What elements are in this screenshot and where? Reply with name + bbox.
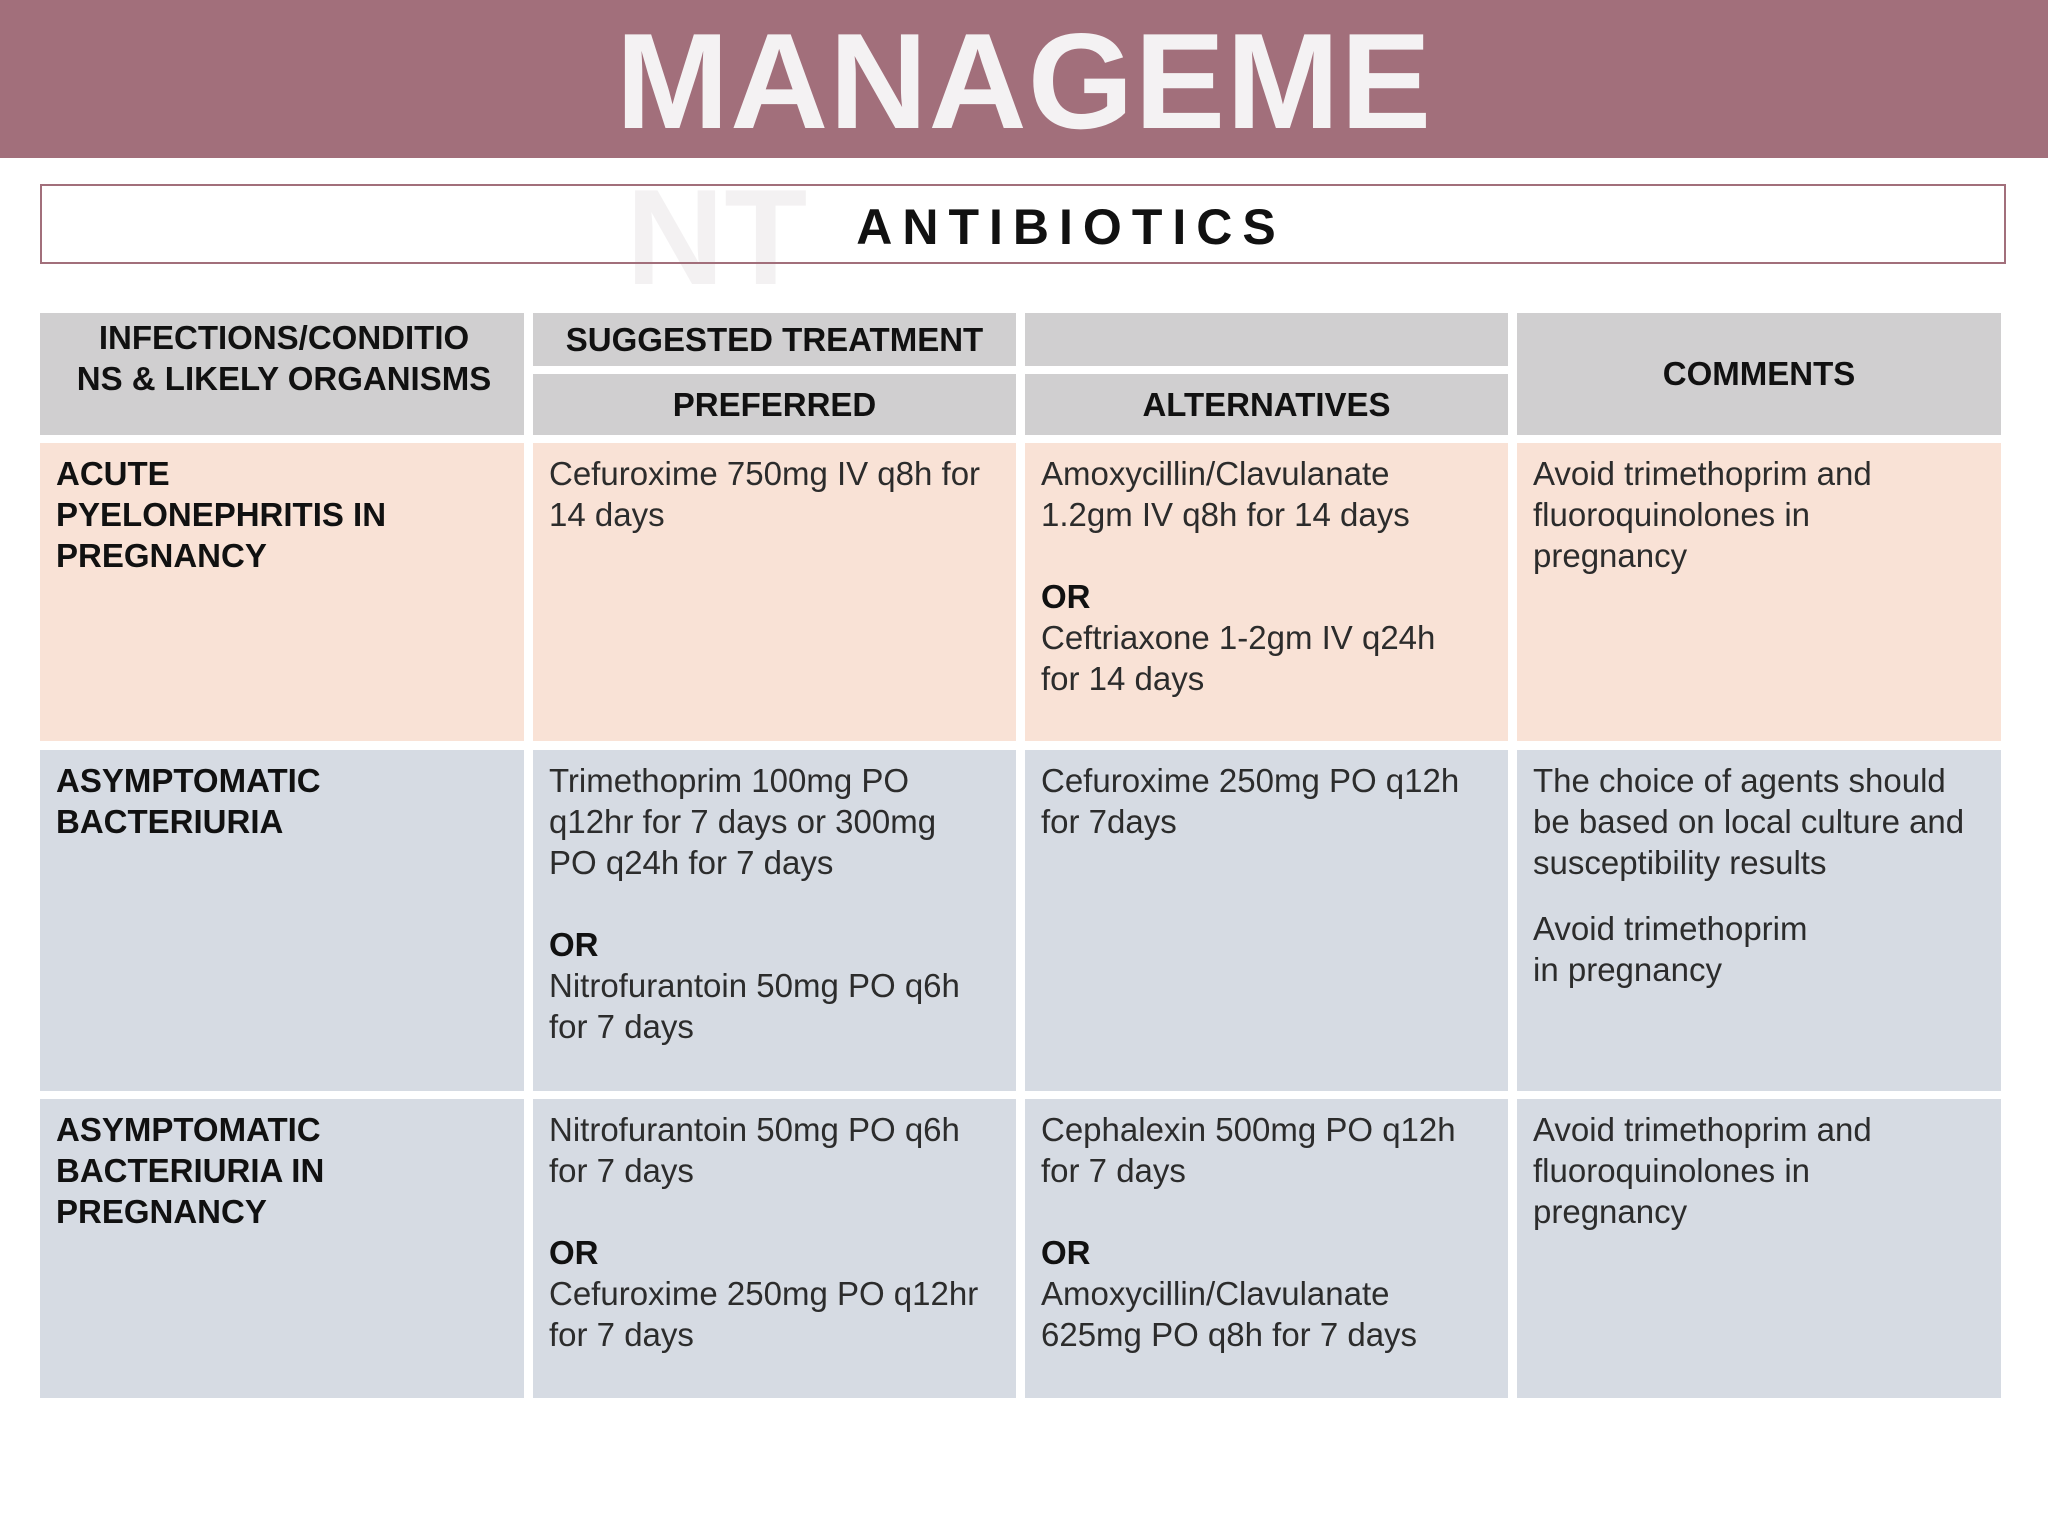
table-row-1-comments xyxy=(1517,443,2001,741)
table-row-2-preferred xyxy=(533,750,1016,1091)
or-label: OR xyxy=(549,926,599,963)
preferred-text: Cefuroxime 750mg IV q8h for 14 days xyxy=(549,455,981,533)
preferred-text: Nitrofurantoin 50mg PO q6h for 7 days xyxy=(549,1111,960,1189)
header-condition-label: INFECTIONS/CONDITIO NS & LIKELY ORGANISMS xyxy=(76,319,492,397)
subtitle-box xyxy=(40,184,2006,264)
or-label: OR xyxy=(1041,578,1091,615)
header-preferred xyxy=(533,374,1016,435)
page-subtitle: ANTIBIOTICS xyxy=(856,199,1286,255)
alternative-text: Cefuroxime 250mg PO q12h for 7days xyxy=(1041,762,1460,840)
or-label: OR xyxy=(1041,1234,1091,1271)
alternative-text: Cephalexin 500mg PO q12h for 7 days xyxy=(1041,1111,1456,1189)
condition-text: ACUTE PYELONEPHRITIS IN PREGNANCY xyxy=(56,455,387,574)
header-preferred-label: PREFERRED xyxy=(672,386,877,423)
table-row-3-alternatives xyxy=(1025,1099,1508,1398)
alternative-text: Amoxycillin/Clavulanate 625mg PO q8h for 7 days xyxy=(1041,1275,1418,1353)
page-title-overflow: NT xyxy=(626,161,808,313)
preferred-text: Trimethoprim 100mg PO q12hr for 7 days or 300mg PO q24h for 7 days xyxy=(549,762,937,881)
comment-text: The choice of agents should be based on local culture and susceptibility results xyxy=(1533,762,1965,881)
header-suggested-treatment-label: SUGGESTED TREATMENT xyxy=(565,321,984,358)
header-blank xyxy=(1025,313,1508,366)
header-alternatives-label: ALTERNATIVES xyxy=(1142,386,1391,423)
header-alternatives xyxy=(1025,374,1508,435)
table-row-1-preferred xyxy=(533,443,1016,741)
condition-text: ASYMPTOMATIC BACTERIURIA xyxy=(56,762,321,840)
alternative-text: Amoxycillin/Clavulanate 1.2gm IV q8h for 14 days xyxy=(1041,455,1410,533)
comment-text: Avoid trimethoprim and fluoroquinolones in pregnancy xyxy=(1533,1111,1872,1230)
comment-text: Avoid trimethoprim and fluoroquinolones in pregnancy xyxy=(1533,455,1872,574)
alternative-text: Ceftriaxone 1-2gm IV q24h for 14 days xyxy=(1041,619,1436,697)
table-row-2-condition xyxy=(40,750,524,1091)
condition-text: ASYMPTOMATIC BACTERIURIA IN PREGNANCY xyxy=(56,1111,325,1230)
header-comments-label: COMMENTS xyxy=(1662,355,1856,392)
preferred-text: Nitrofurantoin 50mg PO q6h for 7 days xyxy=(549,967,960,1045)
table-row-2-comments xyxy=(1517,750,2001,1091)
comment-text: Avoid trimethoprim in pregnancy xyxy=(1533,910,1808,988)
table-row-3-condition xyxy=(40,1099,524,1398)
header-suggested-treatment xyxy=(533,313,1016,366)
table-row-1-condition xyxy=(40,443,524,741)
table-row-2-alternatives xyxy=(1025,750,1508,1091)
page-title: MANAGEME xyxy=(615,5,1433,157)
or-label: OR xyxy=(549,1234,599,1271)
table-row-3-preferred xyxy=(533,1099,1016,1398)
table-row-1-alternatives xyxy=(1025,443,1508,741)
preferred-text: Cefuroxime 250mg PO q12hr for 7 days xyxy=(549,1275,979,1353)
header-condition xyxy=(40,313,524,435)
table-row-3-comments xyxy=(1517,1099,2001,1398)
header-comments xyxy=(1517,313,2001,435)
